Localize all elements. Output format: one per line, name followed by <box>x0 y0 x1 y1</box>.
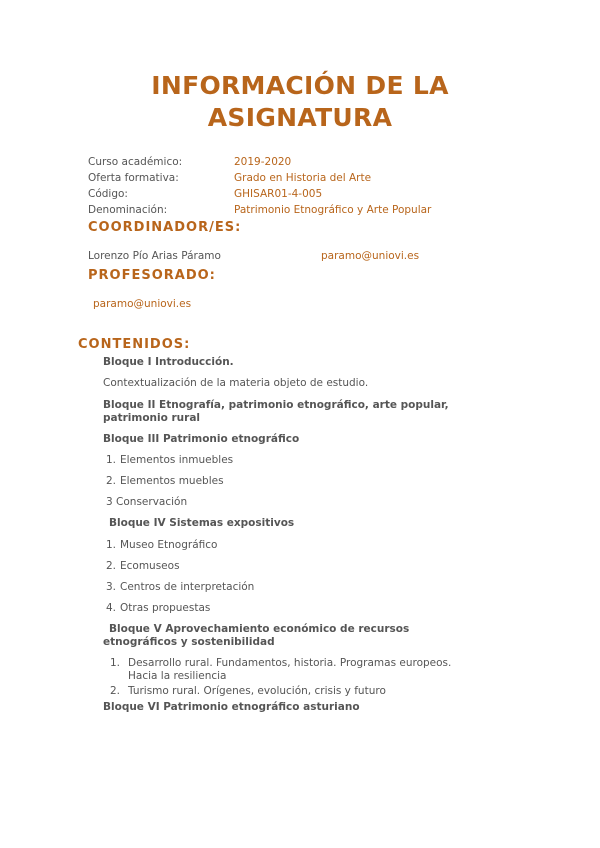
list-item-number: 1. <box>110 657 121 669</box>
list-item-text: Desarrollo rural. Fundamentos, historia. Programas europeos. Hacia la resiliencia <box>128 657 452 682</box>
bloque-5-title: Bloque V Aprovechamiento económico de recursos etnográficos y sostenibilidad <box>103 623 410 648</box>
info-value: 2019-2020 <box>234 156 292 168</box>
page-title <box>0 70 600 134</box>
bloque-1-text: Contextualización de la materia objeto de estudio. <box>103 377 369 389</box>
info-label: Código: <box>88 188 128 200</box>
title-line-2: ASIGNATURA <box>207 103 393 132</box>
list-item <box>106 475 224 487</box>
info-value: Grado en Historia del Arte <box>234 172 372 184</box>
list-item-text: Elementos muebles <box>120 475 224 487</box>
list-item-number: 2. <box>106 560 117 572</box>
list-item-number: 3 <box>106 496 113 508</box>
bloque-3-title: Bloque III Patrimonio etnográfico <box>103 433 300 445</box>
list-item <box>106 496 187 508</box>
coordinadores-heading: COORDINADOR/ES: <box>88 220 242 235</box>
list-item <box>110 685 386 697</box>
bloque-4-title: Bloque IV Sistemas expositivos <box>109 517 295 529</box>
list-item-text: Museo Etnográfico <box>120 539 218 551</box>
list-item <box>106 581 254 593</box>
coordinador-name: Lorenzo Pío Arias Páramo <box>88 250 221 262</box>
list-item <box>110 657 480 683</box>
list-item-number: 2. <box>106 475 117 487</box>
list-item-number: 3. <box>106 581 117 593</box>
bloque-6-title: Bloque VI Patrimonio etnográfico asturiano <box>103 701 360 713</box>
coordinador-email[interactable]: paramo@uniovi.es <box>321 250 420 262</box>
list-item <box>106 454 233 466</box>
info-label: Oferta formativa: <box>88 172 179 184</box>
title-line-1: INFORMACIÓN DE LA <box>151 71 449 100</box>
list-item <box>106 539 217 551</box>
info-label: Curso académico: <box>88 156 183 168</box>
contenidos-heading: CONTENIDOS: <box>78 337 191 352</box>
list-item-number: 4. <box>106 602 117 614</box>
list-item-text: Otras propuestas <box>120 602 211 614</box>
profesorado-heading: PROFESORADO: <box>88 268 216 283</box>
list-item-number: 2. <box>110 685 121 697</box>
list-item-text: Ecomuseos <box>120 560 180 572</box>
list-item <box>106 602 210 614</box>
info-value: Patrimonio Etnográfico y Arte Popular <box>234 204 432 216</box>
list-item <box>106 560 180 572</box>
list-item-number: 1. <box>106 454 117 466</box>
list-item-text: Elementos inmuebles <box>120 454 234 466</box>
list-item-number: 1. <box>106 539 117 551</box>
bloque-1-title: Bloque I Introducción. <box>103 356 234 368</box>
list-item-text: Centros de interpretación <box>120 581 255 593</box>
info-value: GHISAR01-4-005 <box>234 188 323 200</box>
bloque-2-title: Bloque II Etnografía, patrimonio etnográfico, arte popular, patrimonio rural <box>103 399 449 424</box>
list-item-text: Turismo rural. Orígenes, evolución, crisis y futuro <box>128 685 386 697</box>
info-label: Denominación: <box>88 204 168 216</box>
list-item-text: Conservación <box>116 496 188 508</box>
profesor-email[interactable]: paramo@uniovi.es <box>93 298 192 310</box>
